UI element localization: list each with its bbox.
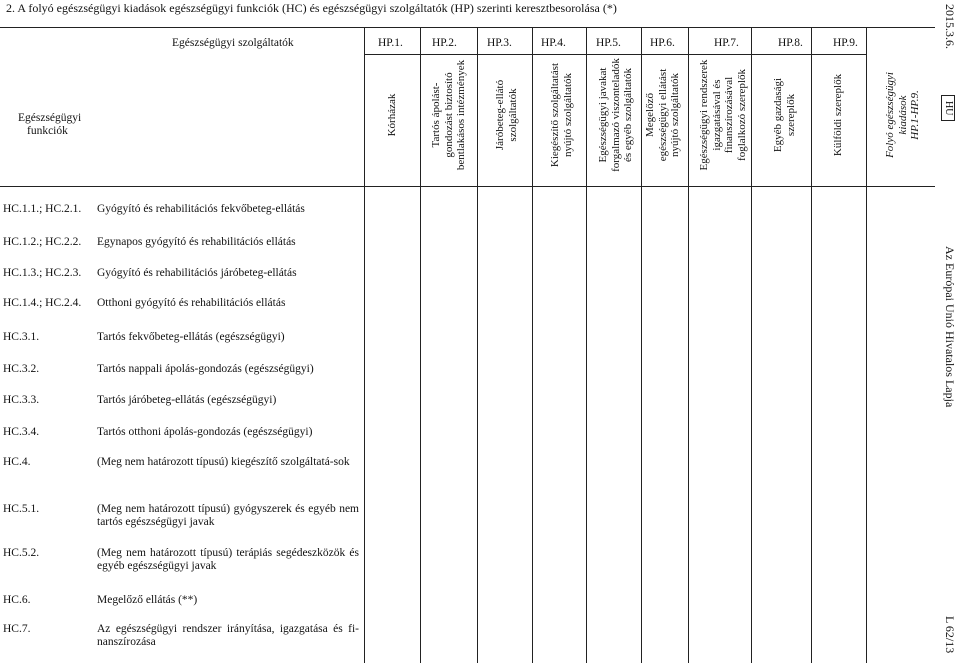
column-separator [688,27,689,663]
column-header-line: Egyéb gazdasági [771,77,784,153]
column-separator [751,27,752,663]
column-header-line: Kiegészítő szolgáltatást [548,62,561,168]
hp-code: HP.7. [714,37,739,49]
column-header [832,50,845,180]
hp-code: HP.3. [487,37,512,49]
column-header-line: HP.1-HP.9. [909,90,922,140]
column-header-line: igazgatásával és [710,79,723,151]
column-header-line: egészségügyi ellátást [656,68,669,162]
row-code: HC.7. [3,623,31,635]
column-header [772,50,797,180]
row-code: HC.4. [3,456,31,468]
row-description: Tartós otthoni ápolás-gondozás (egészségügyi) [97,426,313,438]
column-header-line: Megelőző [644,93,657,137]
column-header-line: bentlakásos intézmények [455,59,468,171]
functions-label-line1: Egészségügyi [18,112,82,124]
row-code: HC.5.1. [3,503,40,515]
row-code: HC.1.2.; HC.2.2. [3,236,82,248]
column-separator [586,27,587,663]
column-header-line: nyújtó szolgáltatók [669,73,682,158]
providers-label: Egészségügyi szolgáltatók [172,37,294,49]
column-header-line: Tartós ápolást- [430,82,443,148]
table-top-border [0,27,935,28]
column-header [549,50,574,180]
column-header-line: nyújtó szolgáltatók [561,73,573,158]
column-header [597,50,635,180]
row-description: Otthoni gyógyító és rehabilitációs ellátás [97,297,286,309]
column-header [644,50,682,180]
row-description: Tartós nappali ápolás-gondozás (egészségügyi) [97,363,314,375]
row-description: Egynapos gyógyító és rehabilitációs ellátás [97,236,296,248]
row-description: Tartós járóbeteg-ellátás (egészségügyi) [97,394,277,406]
row-code: HC.1.3.; HC.2.3. [3,267,82,279]
hp-code: HP.6. [650,37,675,49]
row-code: HC.1.4.; HC.2.4. [3,297,82,309]
row-description: Gyógyító és rehabilitációs járóbeteg-ellátás [97,267,297,279]
row-code: HC.3.3. [3,394,40,406]
column-header-line: Folyó egészségügyi [884,72,897,158]
column-header-line: Külföldi szereplők [831,73,844,157]
header-bottom-border [0,186,935,187]
hp-code: HP.8. [778,37,803,49]
column-separator [641,27,642,663]
column-header-line: Kórházak [385,93,398,137]
row-code: HC.3.4. [3,426,40,438]
column-separator [477,27,478,663]
column-header [494,50,519,180]
column-header-line: kiadások [896,95,909,135]
functions-label-line2: funkciók [27,125,68,137]
column-header-line: foglalkozó szereplők [735,69,748,161]
row-description: Gyógyító és rehabilitációs fekvőbeteg-ellátás [97,203,305,215]
row-code: HC.3.2. [3,363,40,375]
row-description: Megelőző ellátás (**) [97,594,198,606]
column-header-line: gondozást biztosító [442,72,455,158]
column-separator [811,27,812,663]
column-header-line: forgalmazó viszonteladók [609,58,622,172]
hp-code: HP.5. [596,37,621,49]
margin-page: L 62/13 [943,616,957,654]
margin-lang [941,95,957,121]
column-header-line: szolgáltatók [506,88,518,142]
hp-code: HP.2. [432,37,457,49]
row-description: (Meg nem határozott típusú) terápiás segédeszközök és egyéb egészségügyi javak [97,547,359,572]
column-header-line: Járóbeteg-ellátó [493,79,506,151]
column-separator [364,27,365,663]
column-header-line: Egészségügyi rendszerek [698,59,710,171]
column-header [884,50,922,180]
row-code: HC.1.1.; HC.2.1. [3,203,82,215]
margin-date: 2015.3.6. [943,4,957,49]
row-description: (Meg nem határozott típusú) gyógyszerek és egyéb nem tartós egészségügyi javak [97,503,359,528]
margin-journal: Az Európai Unió Hivatalos Lapja [943,246,957,408]
column-header-line: és egyéb szolgáltatók [622,67,635,163]
row-description: (Meg nem határozott típusú) kiegészítő szolgáltatá-sok [97,456,350,468]
column-header [698,50,748,180]
column-header-line: Egészségügyi javakat [597,67,610,163]
hp-code: HP.9. [833,37,858,49]
column-header [386,50,399,180]
row-code: HC.6. [3,594,31,606]
row-description: Az egészségügyi rendszer irányítása, igazgatása és fi-nanszírozása [97,623,359,648]
column-separator [866,27,867,663]
column-header-line: szereplők [784,93,796,137]
providers-underline [364,54,866,55]
column-separator [532,27,533,663]
hp-code: HP.1. [378,37,403,49]
lang-badge: HU [941,95,955,121]
row-code: HC.3.1. [3,331,40,343]
column-header-line: finanszírozásával [723,76,735,154]
hp-code: HP.4. [541,37,566,49]
table-title: 2. A folyó egészségügyi kiadások egészségügyi funkciók (HC) és egészségügyi szolgáltatók (HP) szerinti keresztbesorolása (*) [6,1,617,15]
row-code: HC.5.2. [3,547,40,559]
column-separator [420,27,421,663]
row-description: Tartós fekvőbeteg-ellátás (egészségügyi) [97,331,285,343]
column-header [430,50,468,180]
